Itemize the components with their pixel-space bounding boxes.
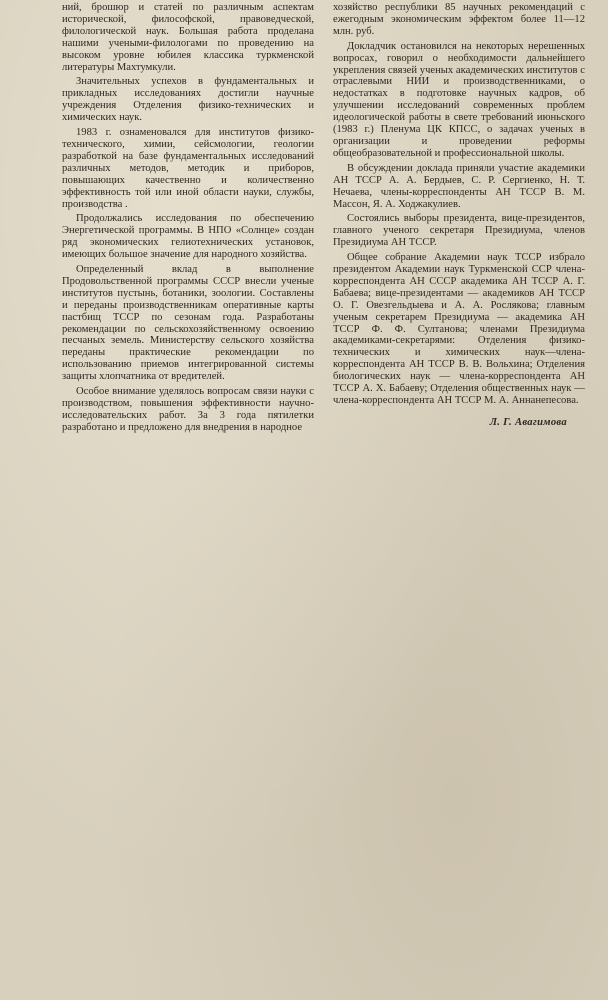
- right-text-column: [333, 2, 585, 429]
- paragraph: Докладчик остановился на некоторых нерешенных вопросах, говорил о необходимости дальнейшего укрепления связей ученых академических институтов с отраслевыми НИИ и производственниками, о недостатках в подготовке научных кадров, об улучшении исследований современных проблем идеологической работы в свете требований июньского (1983 г.) Пленума ЦК КПСС, о задачах ученых в организации и проведении реформы общеобразовательной и профессиональной школы.: [333, 40, 585, 159]
- paragraph: Состоялись выборы президента, вице-президентов, главного ученого секретаря Президиума, членов Президиума АН ТССР.: [333, 213, 585, 249]
- paragraph: 1983 г. ознаменовался для институтов физико-технического, химии, сейсмологии, геологии разработкой на базе фундаментальных исследований различных методов, методик и приборов, повышающих качественно и количественно эффективность той или иной области науки, службы, производства .: [62, 127, 314, 210]
- paragraph: Значительных успехов в фундаментальных и прикладных исследованиях достигли научные учреждения Отделения физико-технических и химических наук.: [62, 76, 314, 124]
- paragraph: Особое внимание уделялось вопросам связи науки с производством, повышения эффективности научно-исследовательских работ. За 3 года пятилетки разработано и предложено для внедрения в народное: [62, 386, 314, 433]
- left-text-column: [62, 2, 314, 437]
- author-signature: Л. Г. Авагимова: [489, 416, 567, 428]
- paragraph: Определенный вклад в выполнение Продовольственной программы СССР внесли ученые институтов пустынь, ботаники, зоологии. Составлены и переданы производственникам оперативные карты пастбищ ТССР по сезонам года. Разработаны рекомендации по сельскохозяйственному освоению песчаных земель. Министерству сельского хозяйства переданы практические рекомендации по использованию приемов интегрированной системы защиты хлопчатника от вредителей.: [62, 264, 314, 383]
- paragraph: В обсуждении доклада приняли участие академики АН ТССР А. А. Бердыев, С. Р. Сергиенко, Н. Т. Нечаева, члены-корреспонденты АН ТССР В. М. Массон, Я. А. Ходжакулиев.: [333, 162, 585, 210]
- paragraph: ний, брошюр и статей по различным аспектам исторической, философской, правоведческой, филологической наук. Большая работа проделана нашими учеными-филологами по проведению на высоком уровне юбилея классика туркменской литературы Махтумкули.: [62, 2, 314, 73]
- paragraph: хозяйство республики 85 научных рекомендаций с ежегодным экономическим эффектом более 11—12 млн. руб.: [333, 2, 585, 37]
- paragraph: Общее собрание Академии наук ТССР избрало президентом Академии наук Туркменской ССР члена-корреспондента АН СССР академика АН ТССР А. Г. Бабаева; вице-президентами — академиков АН ТССР О. Г. Овезгельдыева и А. А. Рослякова; главным ученым секретарем Президиума — академика АН ТССР Ф. Ф. Султанова; членами Президиума академиками-секретарями: Отделения физико-технических и химических наук—члена-корреспондента АН ТССР В. В. Вольхина; Отделения биологических наук — члена-корреспондента АН ТССР А. Х. Бабаеву; Отделения общественных наук — члена-корреспондента АН ТССР М. А. Аннанепесова.: [333, 252, 585, 406]
- paragraph: Продолжались исследования по обеспечению Энергетической программы. В НПО «Солнце» создан ряд экономических гелиотехнических установок, имеющих большое значение для народного хозяйства.: [62, 213, 314, 261]
